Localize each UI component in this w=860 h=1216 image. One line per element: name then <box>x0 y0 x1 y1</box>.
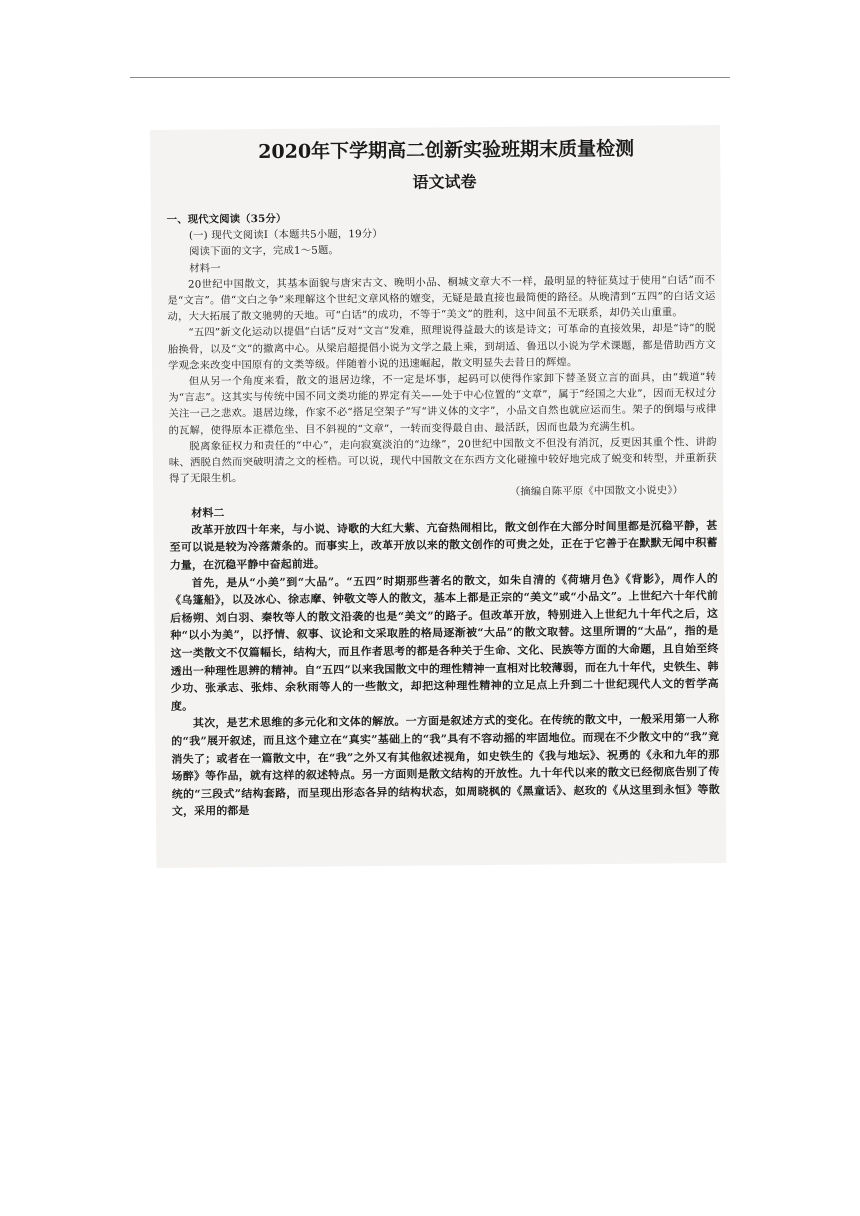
reading-instruction: 阅读下面的文字，完成1～5题。 <box>189 244 340 259</box>
exam-page <box>150 125 726 868</box>
material-1-label: 材料一 <box>189 261 221 275</box>
section-1 <box>167 207 720 821</box>
top-rule <box>130 77 730 78</box>
section-heading: 一、现代文阅读（35分） <box>166 212 287 226</box>
material-2-paragraph: 首先，是从“小美”到“大品”。“五四”时期那些著名的散文，如朱自清的《荷塘月色》《背影》，周作人的《乌篷船》，以及冰心、徐志摩、钟敬文等人的散文，基本上都是正宗的“美文”或“小品文”。上世纪六十年代前后杨朔、刘白羽、秦牧等人的散文沿袭的也是“美文”的路子。但改革开放，特别进入上世纪九十年代之后，这种“以小为美”，以抒情、叙事、议论和文采取胜的格局逐渐被“大品”的散文取替。这里所谓的“大品”，指的是这一类散文不仅篇幅长，结构大，而且作者思考的都是各种关于生命、文化、民族等方面的大命题，且自始至终透出一种理性思辨的精神。自“五四”以来我国散文中的理性精神一直相对比较薄弱，而在九十年代，史铁生、韩少功、张承志、张炜、余秋雨等人的一些散文，却把这种理性精神的立足点上升到二十世纪现代人文的哲学高度。 <box>170 571 719 713</box>
exam-title: 2020年下学期高二创新实验班期末质量检测 <box>258 137 635 164</box>
subsection-heading: (一) 现代文阅读Ⅰ（本题共5小题，19分） <box>188 228 383 242</box>
material-1-source: （摘编自陈平原《中国散文小说史》） <box>509 484 684 499</box>
material-2 <box>169 501 720 821</box>
material-1-paragraph: 20世纪中国散文，其基本面貌与唐宋古文、晚明小品、桐城文章大不一样，最明显的特征莫过于使用“白话”而不是“文言”。借“文白之争”来理解这个世纪文章风格的嬗变，无疑是最直接也最简便的路径。从晚清到“五四”的白话文运动，大大拓展了散文驰骋的天地。可“白话”的成功，不等于“美文”的胜利，这中间虽不无联系，却仍关山重重。 <box>167 273 716 324</box>
material-2-paragraph: 其次，是艺术思维的多元化和文体的解放。一方面是叙述方式的变化。在传统的散文中，一般采用第一人称的“我”展开叙述，而且这个建立在“真实”基础上的“我”具有不容动摇的牢固地位。而现在不少散文中的“我”竟消失了；或者在一篇散文中，在“我”之外又有其他叙述视角，如史铁生的《我与地坛》、祝勇的《永和九年的那场醉》等作品，就有这样的叙述特点。另一方面则是散文结构的开放性。九十年代以来的散文已经彻底告别了传统的“三段式”结构套路，而呈现出形态各异的结构状态，如周晓枫的《黑童话》、赵玫的《从这里到永恒》等散文，采用的都是 <box>171 712 720 819</box>
material-2-paragraph: 改革开放四十年来，与小说、诗歌的大红大紫、亢奋热闹相比，散文创作在大部分时间里都是沉稳平静，甚至可以说是较为冷落萧条的。而事实上，改革开放以来的散文创作的可贵之处，正在于它善于在默默无闻中积蓄力量，在沉稳平静中奋起前进。 <box>169 518 718 572</box>
material-1-paragraph: 但从另一个角度来看，散文的退居边缘，不一定是坏事，起码可以使得作家卸下替圣贤立言的面具，由“载道”转为“言志”。这其实与传统中国不同文类功能的界定有关——处于中心位置的“文章”，属于“经国之大业”，因而无权过分关注一己之悲欢。退居边缘，作家不必“搭足空架子”写“讲义体的文字”，小品文自然也就应运而生。架子的倒塌与戒律的瓦解，使得原本正襟危坐、目不斜视的“文章”，一转而变得最自由、最活跃，因而也最为充满生机。 <box>168 371 717 437</box>
material-1-paragraph: 脱离象征权力和责任的“中心”，走向寂寞淡泊的“边缘”，20世纪中国散文不但没有消沉，反更因其重个性、讲韵味、洒脱自然而突破明清之文的桎梏。可以说，现代中国散文在东西方文化碰撞中较好地完成了蜕变和转型，并重新获得了无限生机。 <box>168 435 717 486</box>
exam-subtitle: 语文试卷 <box>412 172 477 192</box>
material-2-label: 材料二 <box>191 506 225 520</box>
material-1-paragraph: “五四”新文化运动以提倡“白话”反对“文言”发难，照理说得益最大的该是诗文；可革命的直接效果，却是“诗”的脱胎换骨，以及“文”的撤离中心。从梁启超提倡小说为文学之最上乘，到胡适、鲁迅以小说为学术课题，都是借助西方文学观念来改变中国原有的文类等级。伴随着小说的迅速崛起，散文明显失去昔日的辉煌。 <box>167 322 716 372</box>
